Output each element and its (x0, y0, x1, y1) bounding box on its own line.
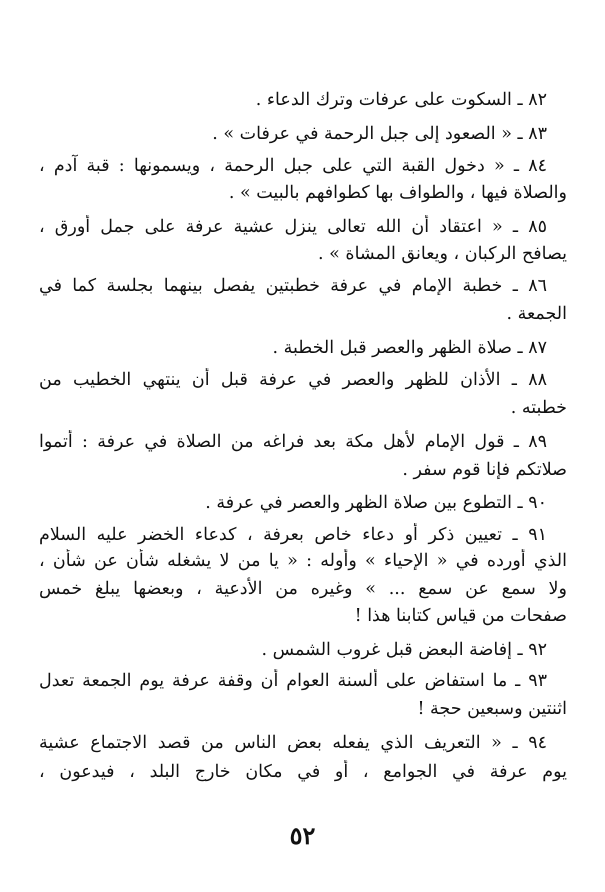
text-line-93-cont: اثنتين وسبعين حجة ! (417, 699, 567, 719)
text-line-91: ٩١ ـ تعيين ذكر أو دعاء خاص بعرفة ، كدعاء الخضر عليه السلام (39, 525, 547, 545)
page-number: ٥٢ (289, 821, 316, 850)
text-line-84: ٨٤ ـ « دخول القبة التي على جبل الرحمة ، ويسمونها : قبة آدم ، (39, 156, 547, 176)
text-line-85-cont: يصافح الركبان ، ويعانق المشاة » . (318, 244, 567, 264)
text-line-87: ٨٧ ـ صلاة الظهر والعصر قبل الخطبة . (272, 338, 547, 358)
text-line-94: ٩٤ ـ « التعريف الذي يفعله بعض الناس من قصد الاجتماع عشية (39, 733, 547, 753)
text-line-91-cont-3: صفحات من قياس كتابنا هذا ! (354, 606, 567, 626)
text-line-85: ٨٥ ـ « اعتقاد أن الله تعالى ينزل عشية عرفة على جمل أورق ، (39, 217, 547, 237)
text-line-89-cont: صلاتكم فإنا قوم سفر . (402, 460, 567, 480)
text-line-91-cont-1: الذي أورده في « الإحياء » وأوله : « يا من لا يشغله شأن عن شأن ، (39, 551, 567, 571)
text-line-93: ٩٣ ـ ما استفاض على ألسنة العوام أن وقفة عرفة يوم الجمعة تعدل (39, 671, 547, 691)
text-line-91-cont-2: ولا سمع عن سمع ... » وغيره من الأدعية ، وبعضها يبلغ خمس (39, 579, 567, 599)
text-line-92: ٩٢ ـ إفاضة البعض قبل غروب الشمس . (261, 640, 547, 660)
text-line-88: ٨٨ ـ الأذان للظهر والعصر في عرفة قبل أن ينتهي الخطيب من (39, 370, 547, 390)
text-line-89: ٨٩ ـ قول الإمام لأهل مكة بعد فراغه من الصلاة في عرفة : أتموا (39, 432, 547, 452)
text-line-86: ٨٦ ـ خطبة الإمام في عرفة خطبتين يفصل بينهما بجلسة كما في (39, 276, 547, 296)
text-line-84-cont: والصلاة فيها ، والطواف بها كطوافهم بالبيت » . (228, 183, 567, 203)
text-line-94-cont: يوم عرفة في الجوامع ، أو في مكان خارج البلد ، فيدعون ، (39, 762, 567, 782)
text-line-86-cont: الجمعة . (506, 304, 567, 324)
text-line-83: ٨٣ ـ « الصعود إلى جبل الرحمة في عرفات » . (212, 124, 547, 144)
text-line-88-cont: خطبته . (510, 398, 567, 418)
text-line-90: ٩٠ ـ التطوع بين صلاة الظهر والعصر في عرفة . (205, 493, 547, 513)
text-line-82: ٨٢ ـ السكوت على عرفات وترك الدعاء . (255, 90, 547, 110)
